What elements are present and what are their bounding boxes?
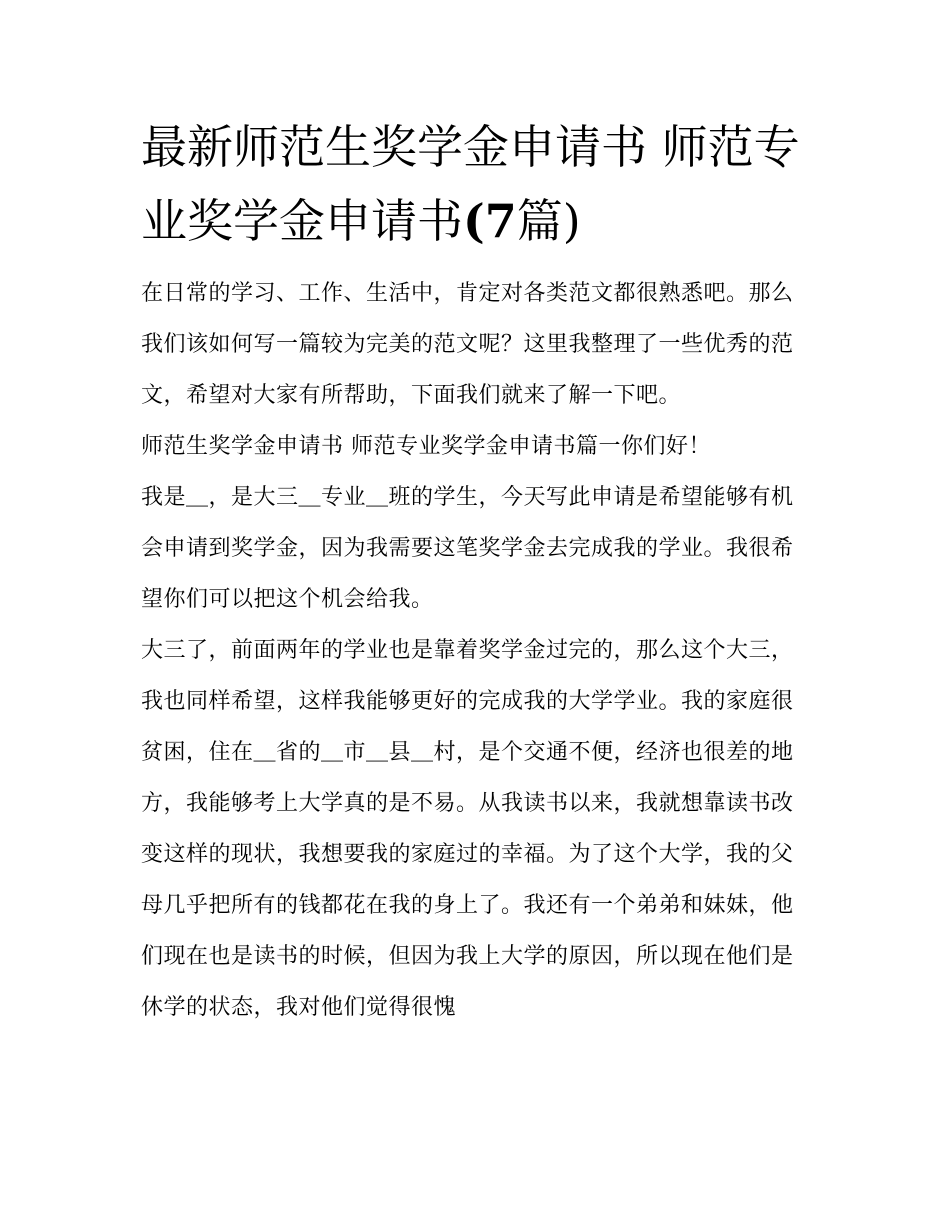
document-page (141, 110, 813, 1033)
title-count: (7 (463, 194, 517, 248)
intro-paragraph: 在日常的学习、工作、生活中，肯定对各类范文都很熟悉吧。那么我们该如何写一篇较为完美的范文呢？这里我整理了一些优秀的范文，希望对大家有所帮助，下面我们就来了解一下吧。 (141, 281, 794, 408)
title-text: 最新师范生奖学金申请书 师范专业奖学金申请书 (141, 120, 800, 248)
title-suffix: 篇) (516, 194, 581, 248)
section-heading-paragraph: 师范生奖学金申请书 师范专业奖学金申请书篇一你们好！ (141, 434, 711, 459)
body-paragraph: 我是＿，是大三＿专业＿班的学生，今天写此申请是希望能够有机会申请到奖学金，因为我需要这笔奖学金去完成我的学业。我很希望你们可以把这个机会给我。 (141, 485, 794, 612)
document-body (141, 268, 813, 1033)
document-title (141, 110, 813, 258)
body-paragraph: 大三了，前面两年的学业也是靠着奖学金过完的，那么这个大三，我也同样希望，这样我能够更好的完成我的大学学业。我的家庭很贫困，住在＿省的＿市＿县＿村，是个交通不便，经济也很差的地方，我能够考上大学真的是不易。从我读书以来，我就想靠读书改变这样的现状，我想要我的家庭过的幸福。为了这个大学，我的父母几乎把所有的钱都花在我的身上了。我还有一个弟弟和妹妹，他们现在也是读书的时候，但因为我上大学的原因，所以现在他们是休学的状态，我对他们觉得很愧 (141, 638, 794, 1020)
